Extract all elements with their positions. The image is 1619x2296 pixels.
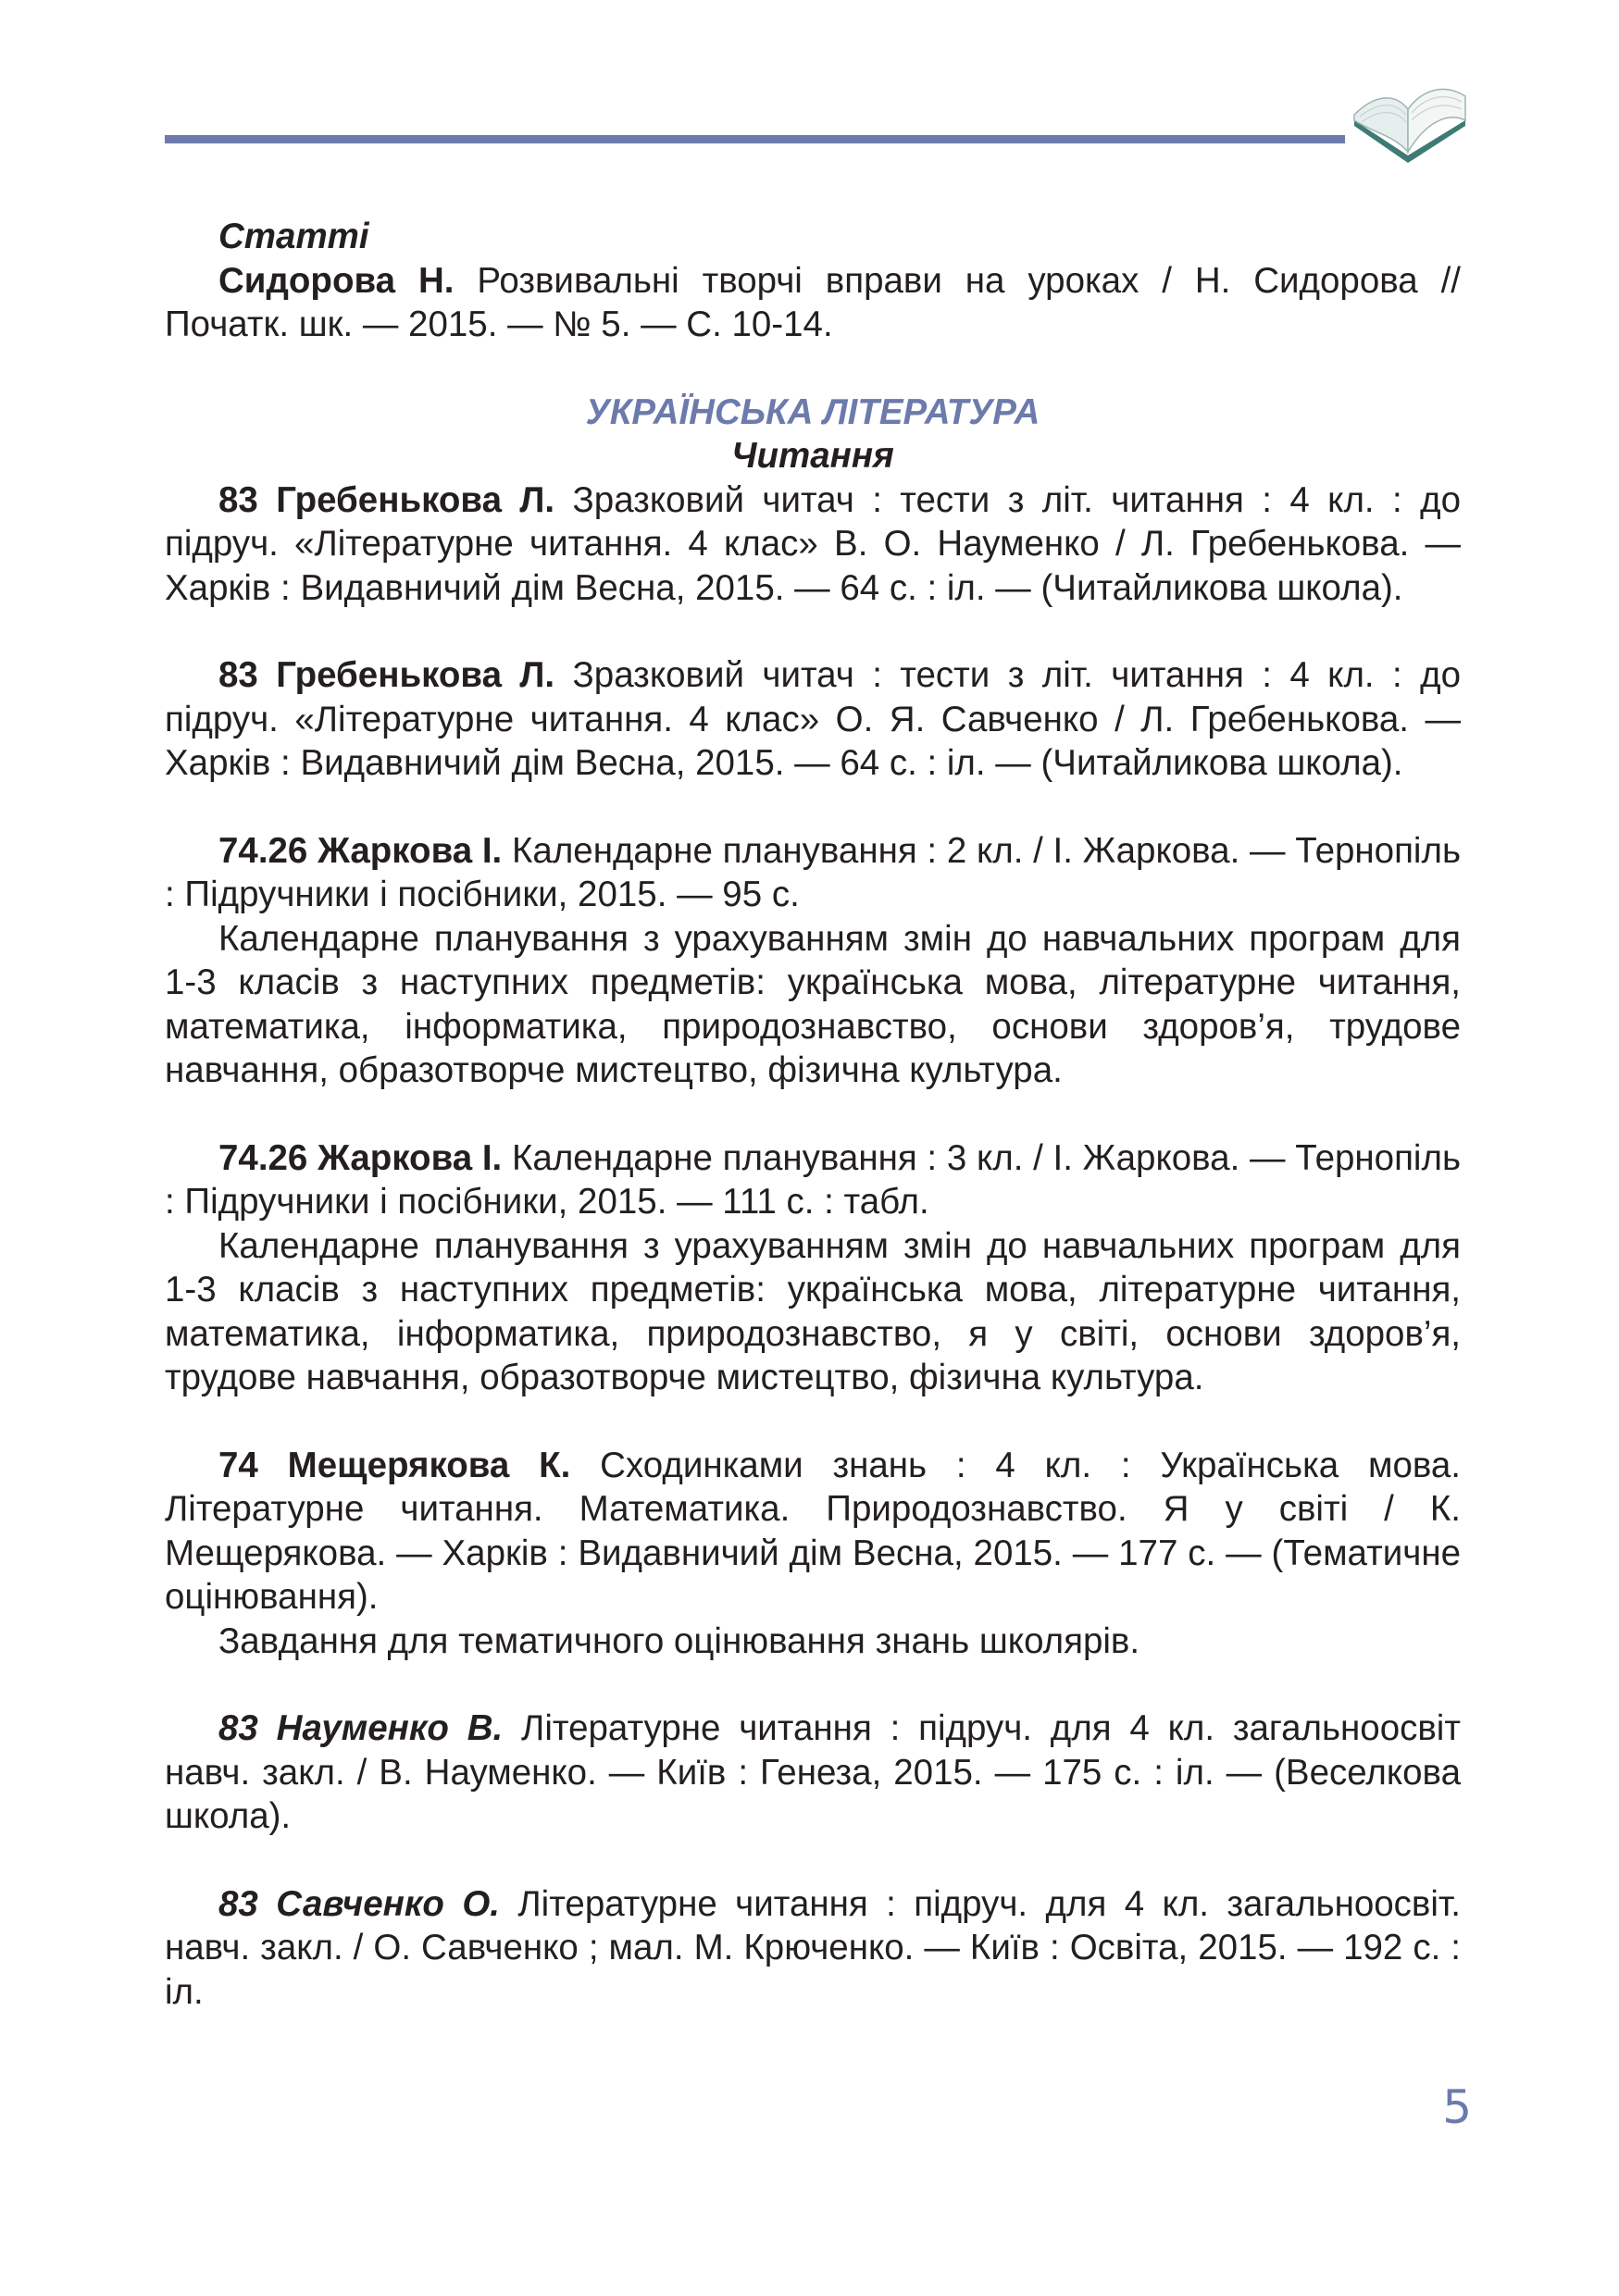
entry-author: Науменко В. [276, 1708, 504, 1748]
entry-author: Сидорова Н. [218, 260, 455, 301]
entry-annotation: Календарне планування з урахуванням змін до навчальних програм для 1-3 класів з наступних предметів: українська мова, літературне читання, математика, інформатика, природознавство, я у світі, основи здоров’я, трудове навчання, образотворче мистецтво, фізична культура. [165, 1225, 1461, 1397]
header-rule [165, 135, 1345, 143]
entry-meshcheryakova [165, 1444, 1461, 1620]
entry-code: 74 [218, 1445, 258, 1485]
entry-code: 83 [218, 655, 258, 695]
entry-text: Зразковий читач : тести з літ. читання : 4 кл. : до підруч. «Літературне читання. 4 клас» В. О. Науменко / Л. Гребенькова. — Харків : Видавничий дім Весна, 2015. — 64 с. : іл. — (Читайликова школа). [165, 479, 1462, 608]
bibliography [165, 215, 1461, 2014]
section-title: УКРАЇНСЬКА ЛІТЕРАТУРА [585, 391, 1040, 432]
entry-text: Календарне планування : 2 кл. / І. Жаркова. — Тернопіль : Підручники і посібники, 2015. — 95 с. [165, 830, 1462, 914]
entry-grebenkova-1 [165, 478, 1461, 611]
entry-naumenko [165, 1706, 1461, 1839]
entry-author: Мещерякова К. [287, 1445, 571, 1485]
entry-savchenko [165, 1882, 1461, 2015]
entry-code: 74.26 [218, 1137, 308, 1178]
entry-text: Літературне читання : підруч. для 4 кл. загальноосвіт. навч. закл. / О. Савченко ; мал. М. Крюченко. — Київ : Освіта, 2015. — 192 с. : іл. [165, 1883, 1461, 2012]
entry-text: Сходинками знань : 4 кл. : Українська мова. Літературне читання. Математика. Природознавство. Я у світі / К. Мещерякова. — Харків : Видавничий дім Весна, 2015. — 177 с. — (Тематичне оцінювання). [165, 1445, 1461, 1617]
page-number: 5 [1442, 2080, 1472, 2134]
entry-text: Літературне читання : підруч. для 4 кл. загальноосвіт навч. закл. / В. Науменко. — Київ : Генеза, 2015. — 175 с. : іл. — (Веселкова школа). [165, 1708, 1461, 1836]
entry-zharkova-1 [165, 829, 1461, 917]
entry-text: Календарне планування : 3 кл. / І. Жаркова. — Тернопіль : Підручники і посібники, 2015. — 111 с. : табл. [165, 1137, 1462, 1222]
entry-author: Жаркова І. [318, 830, 503, 871]
entry-author: Жаркова І. [318, 1137, 503, 1178]
open-book-icon [1347, 67, 1469, 168]
entry-author: Гребенькова Л. [276, 655, 555, 695]
entry-text: Розвивальні творчі вправи на уроках / Н. Сидорова // Початк. шк. — 2015. — № 5. — С. 10-14. [165, 260, 1461, 344]
section-articles-heading: Статті [218, 217, 369, 256]
entry-author: Гребенькова Л. [276, 479, 555, 520]
entry-text: Зразковий читач : тести з літ. читання : 4 кл. : до підруч. «Літературне читання. 4 клас» О. Я. Савченко / Л. Гребенькова. — Харків : Видавничий дім Весна, 2015. — 64 с. : іл. — (Читайликова школа). [165, 655, 1462, 783]
entry-code: 74.26 [218, 830, 308, 871]
subsection-title: Читання [731, 436, 894, 476]
entry-code: 83 [218, 1883, 258, 1924]
entry-author: Савченко О. [276, 1883, 500, 1924]
entry-sidorova [165, 259, 1461, 347]
entry-code: 83 [218, 1708, 258, 1748]
entry-grebenkova-2 [165, 653, 1461, 786]
entry-zharkova-2 [165, 1136, 1461, 1224]
entry-annotation: Завдання для тематичного оцінювання знань школярів. [218, 1620, 1140, 1661]
entry-code: 83 [218, 479, 258, 520]
entry-annotation: Календарне планування з урахуванням змін до навчальних програм для 1-3 класів з наступних предметів: українська мова, літературне читання, математика, інформатика, природознавство, основи здоров’я, трудове навчання, образотворче мистецтво, фізична культура. [165, 918, 1461, 1090]
